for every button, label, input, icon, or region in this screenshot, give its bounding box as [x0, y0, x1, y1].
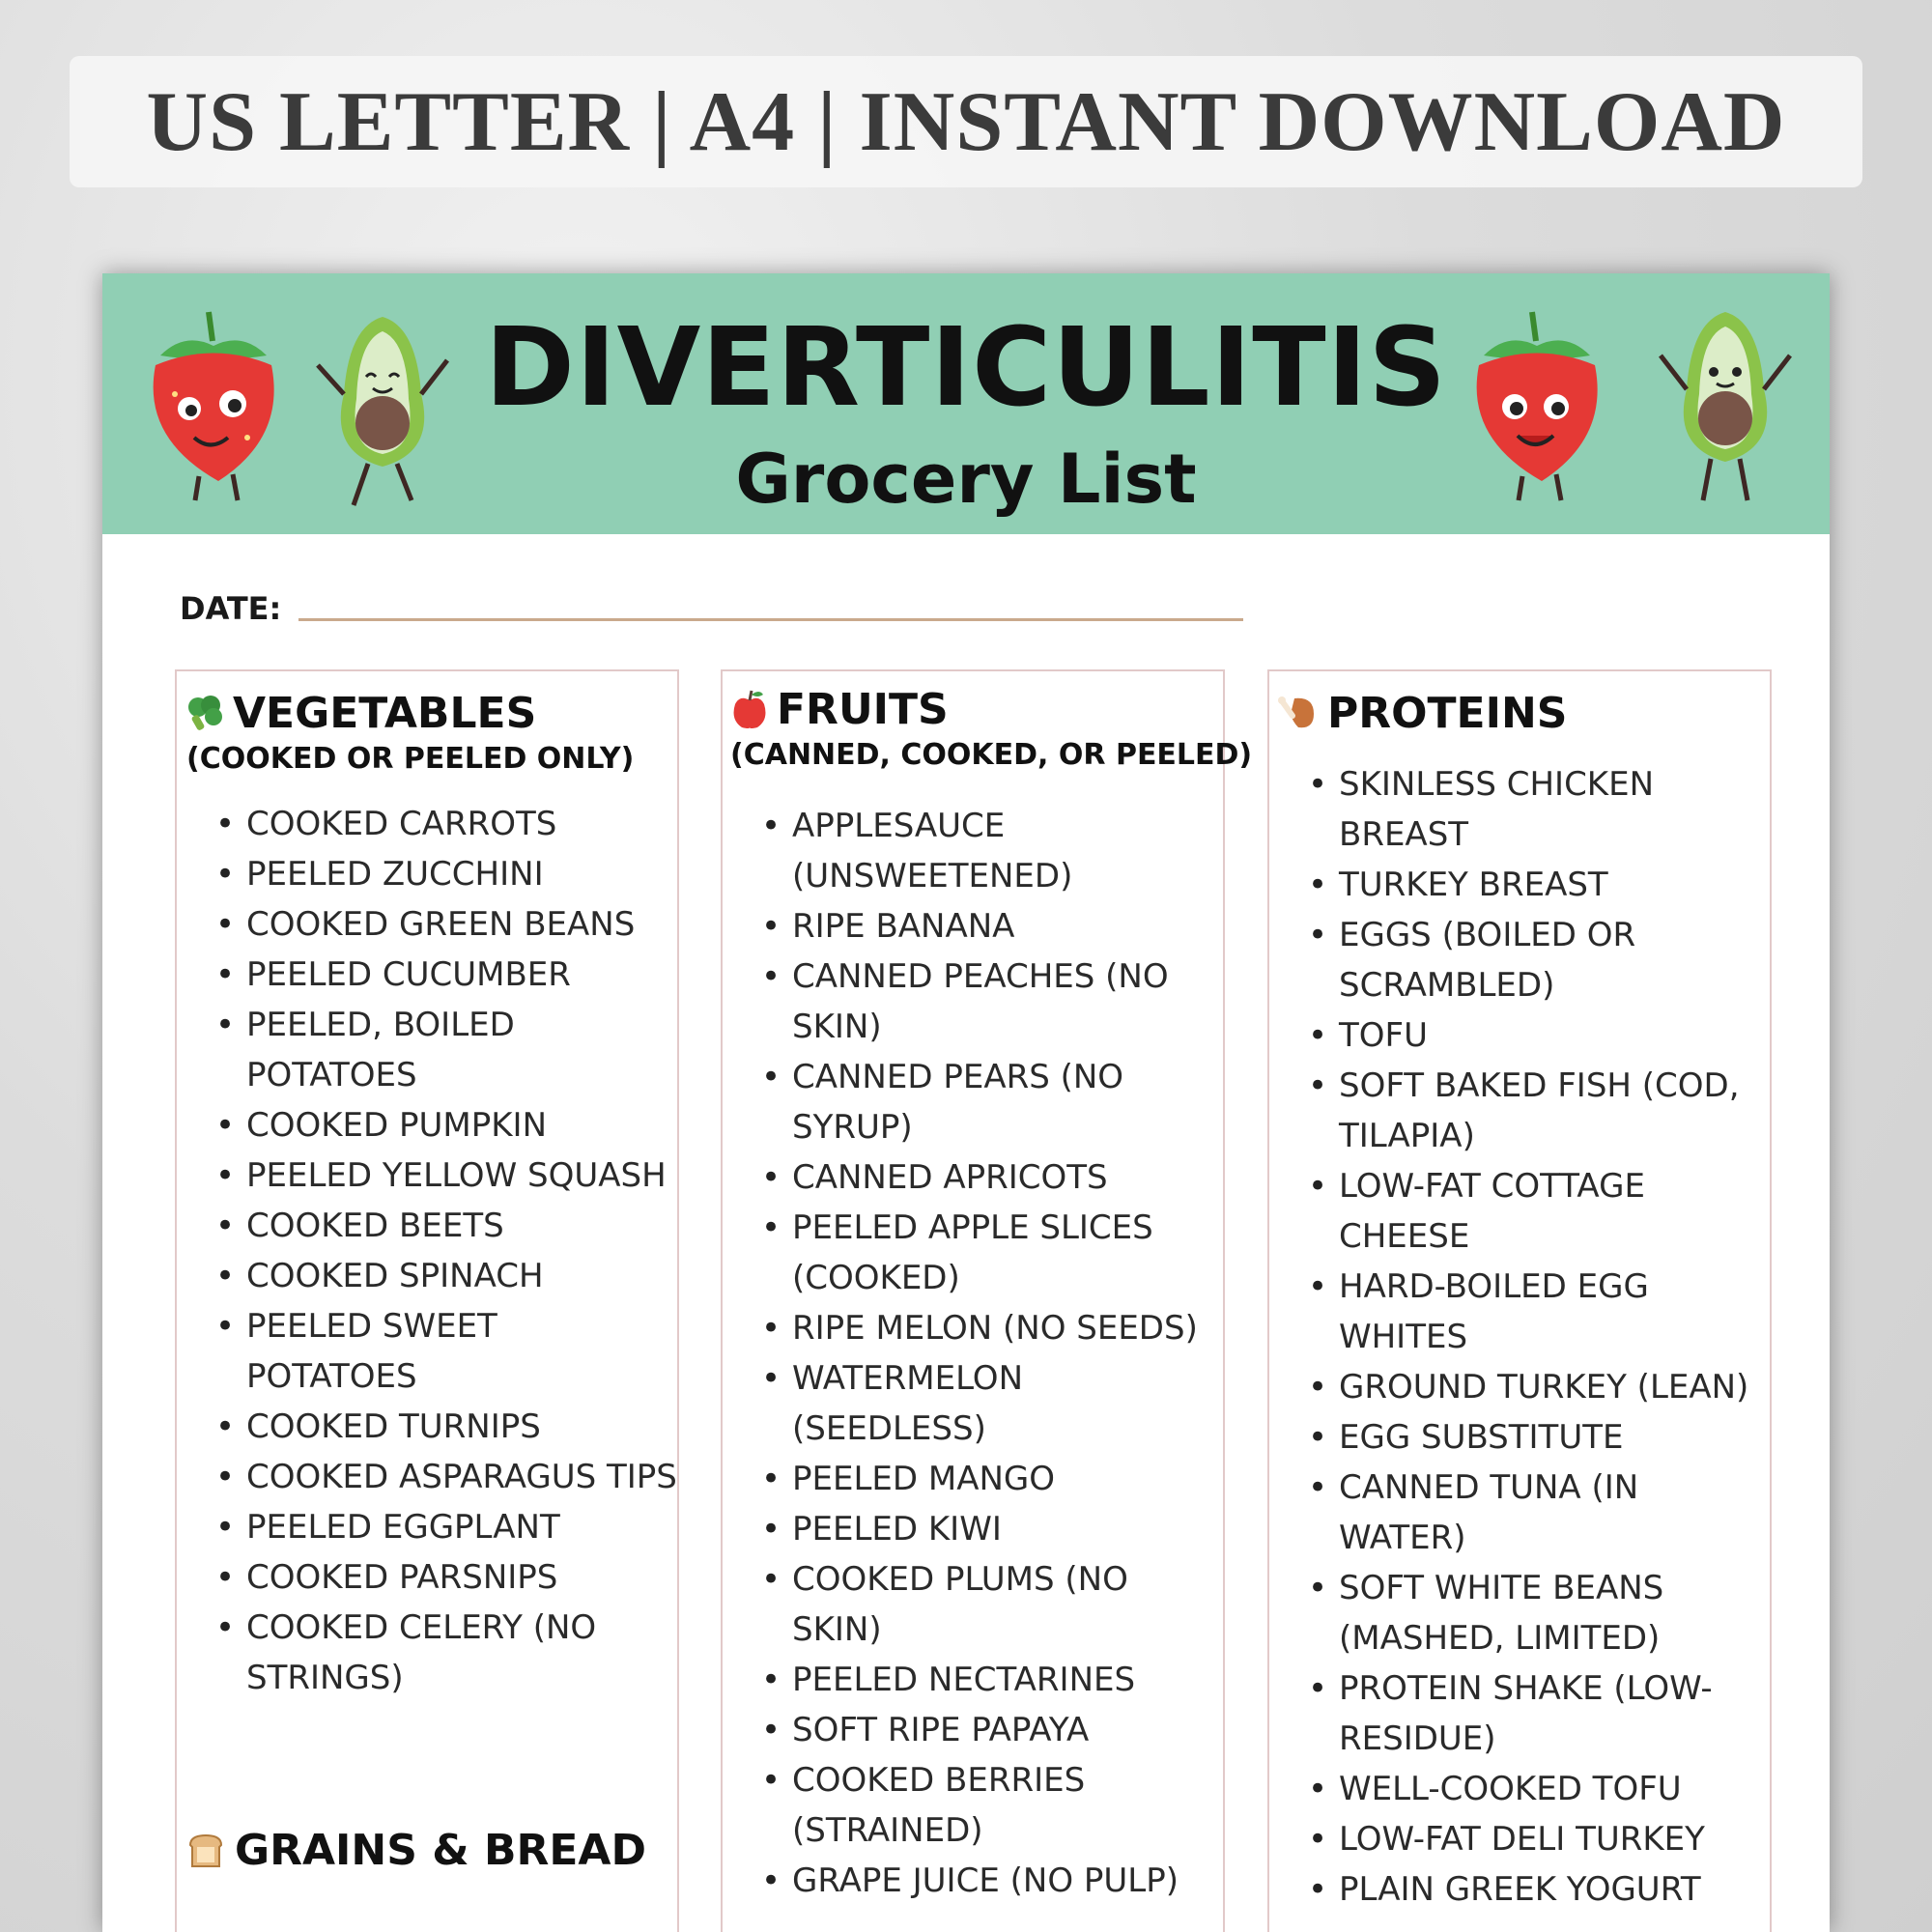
date-label: DATE:: [180, 590, 282, 627]
list-item[interactable]: • COOKED TURNIPS: [215, 1402, 677, 1452]
proteins-heading: [1277, 689, 1770, 738]
fruits-subtitle: (CANNED, COOKED, OR PEELED): [730, 738, 1253, 772]
strawberry-character-right: [1464, 302, 1609, 510]
vegetables-heading: [185, 689, 677, 738]
list-item[interactable]: • COOKED PLUMS (NO SKIN): [761, 1554, 1223, 1655]
list-item[interactable]: • SKINLESS CHICKEN BREAST: [1308, 759, 1770, 860]
list-item[interactable]: • GROUND TURKEY (LEAN): [1308, 1362, 1770, 1412]
format-banner-text: US LETTER | A4 | INSTANT DOWNLOAD: [146, 74, 1786, 169]
list-item[interactable]: • PEELED SWEET POTATOES: [215, 1301, 677, 1402]
fruits-title: FRUITS: [777, 685, 949, 734]
list-item[interactable]: • LOW-FAT DELI TURKEY: [1308, 1814, 1770, 1864]
list-item[interactable]: • COOKED PARSNIPS: [215, 1552, 677, 1603]
vegetables-title: VEGETABLES: [233, 689, 537, 738]
fruits-list: [723, 801, 1223, 1906]
list-item[interactable]: • COOKED GREEN BEANS: [215, 899, 677, 950]
vegetables-subtitle: (COOKED OR PEELED ONLY): [186, 742, 635, 776]
date-input-line[interactable]: [298, 618, 1243, 621]
list-item[interactable]: • CANNED PEACHES (NO SKIN): [761, 952, 1223, 1052]
list-item[interactable]: • WELL-COOKED TOFU: [1308, 1764, 1770, 1814]
list-item[interactable]: • TURKEY BREAST: [1308, 860, 1770, 910]
avocado-character-right: [1648, 302, 1803, 515]
grains-heading: [185, 1826, 646, 1875]
list-item[interactable]: • SOFT WHITE BEANS (MASHED, LIMITED): [1308, 1563, 1770, 1663]
list-item[interactable]: • SOFT RIPE PAPAYA: [761, 1705, 1223, 1755]
format-banner: [70, 56, 1862, 187]
bread-icon: [185, 1832, 227, 1870]
list-item[interactable]: • PROTEIN SHAKE (LOW-RESIDUE): [1308, 1663, 1770, 1764]
list-item[interactable]: • PEELED KIWI: [761, 1504, 1223, 1554]
list-item[interactable]: • COOKED BERRIES (STRAINED): [761, 1755, 1223, 1856]
list-item[interactable]: • RIPE MELON (NO SEEDS): [761, 1303, 1223, 1353]
broccoli-icon: [185, 694, 225, 734]
grocery-list-page: [102, 273, 1830, 1932]
list-item[interactable]: • CANNED PEARS (NO SYRUP): [761, 1052, 1223, 1152]
list-item[interactable]: • RIPE BANANA: [761, 901, 1223, 952]
page-title: DIVERTICULITIS: [484, 305, 1448, 431]
list-item[interactable]: • CANNED APRICOTS: [761, 1152, 1223, 1203]
list-item[interactable]: • PEELED NECTARINES: [761, 1655, 1223, 1705]
fruits-column: [721, 669, 1253, 1932]
list-item[interactable]: • EGGS (BOILED OR SCRAMBLED): [1308, 910, 1770, 1010]
list-item[interactable]: • LOW-FAT COTTAGE CHEESE: [1308, 1161, 1770, 1262]
list-item[interactable]: • PEELED CUCUMBER: [215, 950, 677, 1000]
list-item[interactable]: • PEELED APPLE SLICES (COOKED): [761, 1203, 1223, 1303]
list-item[interactable]: • COOKED BEETS: [215, 1201, 677, 1251]
list-item[interactable]: • PEELED MANGO: [761, 1454, 1223, 1504]
fruits-heading: [730, 685, 1223, 734]
proteins-column: [1267, 669, 1772, 1932]
list-item[interactable]: • SOFT BAKED FISH (COD, TILAPIA): [1308, 1061, 1770, 1161]
list-item[interactable]: • COOKED ASPARAGUS TIPS: [215, 1452, 677, 1502]
list-item[interactable]: • COOKED CELERY (NO STRINGS): [215, 1603, 677, 1703]
vegetables-column: [175, 669, 679, 1932]
list-item[interactable]: • TOFU: [1308, 1010, 1770, 1061]
page-subtitle: Grocery List: [735, 440, 1197, 519]
chicken-leg-icon: [1277, 693, 1320, 735]
list-item[interactable]: • COOKED PUMPKIN: [215, 1100, 677, 1151]
header: [102, 273, 1830, 534]
list-item[interactable]: • COOKED SPINACH: [215, 1251, 677, 1301]
proteins-title: PROTEINS: [1327, 689, 1568, 738]
list-item[interactable]: • PEELED EGGPLANT: [215, 1502, 677, 1552]
date-field[interactable]: [180, 590, 1243, 627]
list-item[interactable]: • PEELED YELLOW SQUASH: [215, 1151, 677, 1201]
list-item[interactable]: • PEELED ZUCCHINI: [215, 849, 677, 899]
list-item[interactable]: • PEELED, BOILED POTATOES: [215, 1000, 677, 1100]
list-item[interactable]: • GRAPE JUICE (NO PULP): [761, 1856, 1223, 1906]
apple-icon: [730, 689, 769, 731]
list-item[interactable]: • CANNED TUNA (IN WATER): [1308, 1463, 1770, 1563]
vegetables-list: [177, 799, 677, 1703]
list-item[interactable]: • WATERMELON (SEEDLESS): [761, 1353, 1223, 1454]
list-item[interactable]: • APPLESAUCE (UNSWEETENED): [761, 801, 1223, 901]
list-item[interactable]: • PLAIN GREEK YOGURT: [1308, 1864, 1770, 1915]
list-item[interactable]: • HARD-BOILED EGG WHITES: [1308, 1262, 1770, 1362]
proteins-list: [1269, 759, 1770, 1915]
grains-title: GRAINS & BREAD: [235, 1826, 646, 1875]
list-item[interactable]: • EGG SUBSTITUTE: [1308, 1412, 1770, 1463]
list-item[interactable]: • COOKED CARROTS: [215, 799, 677, 849]
